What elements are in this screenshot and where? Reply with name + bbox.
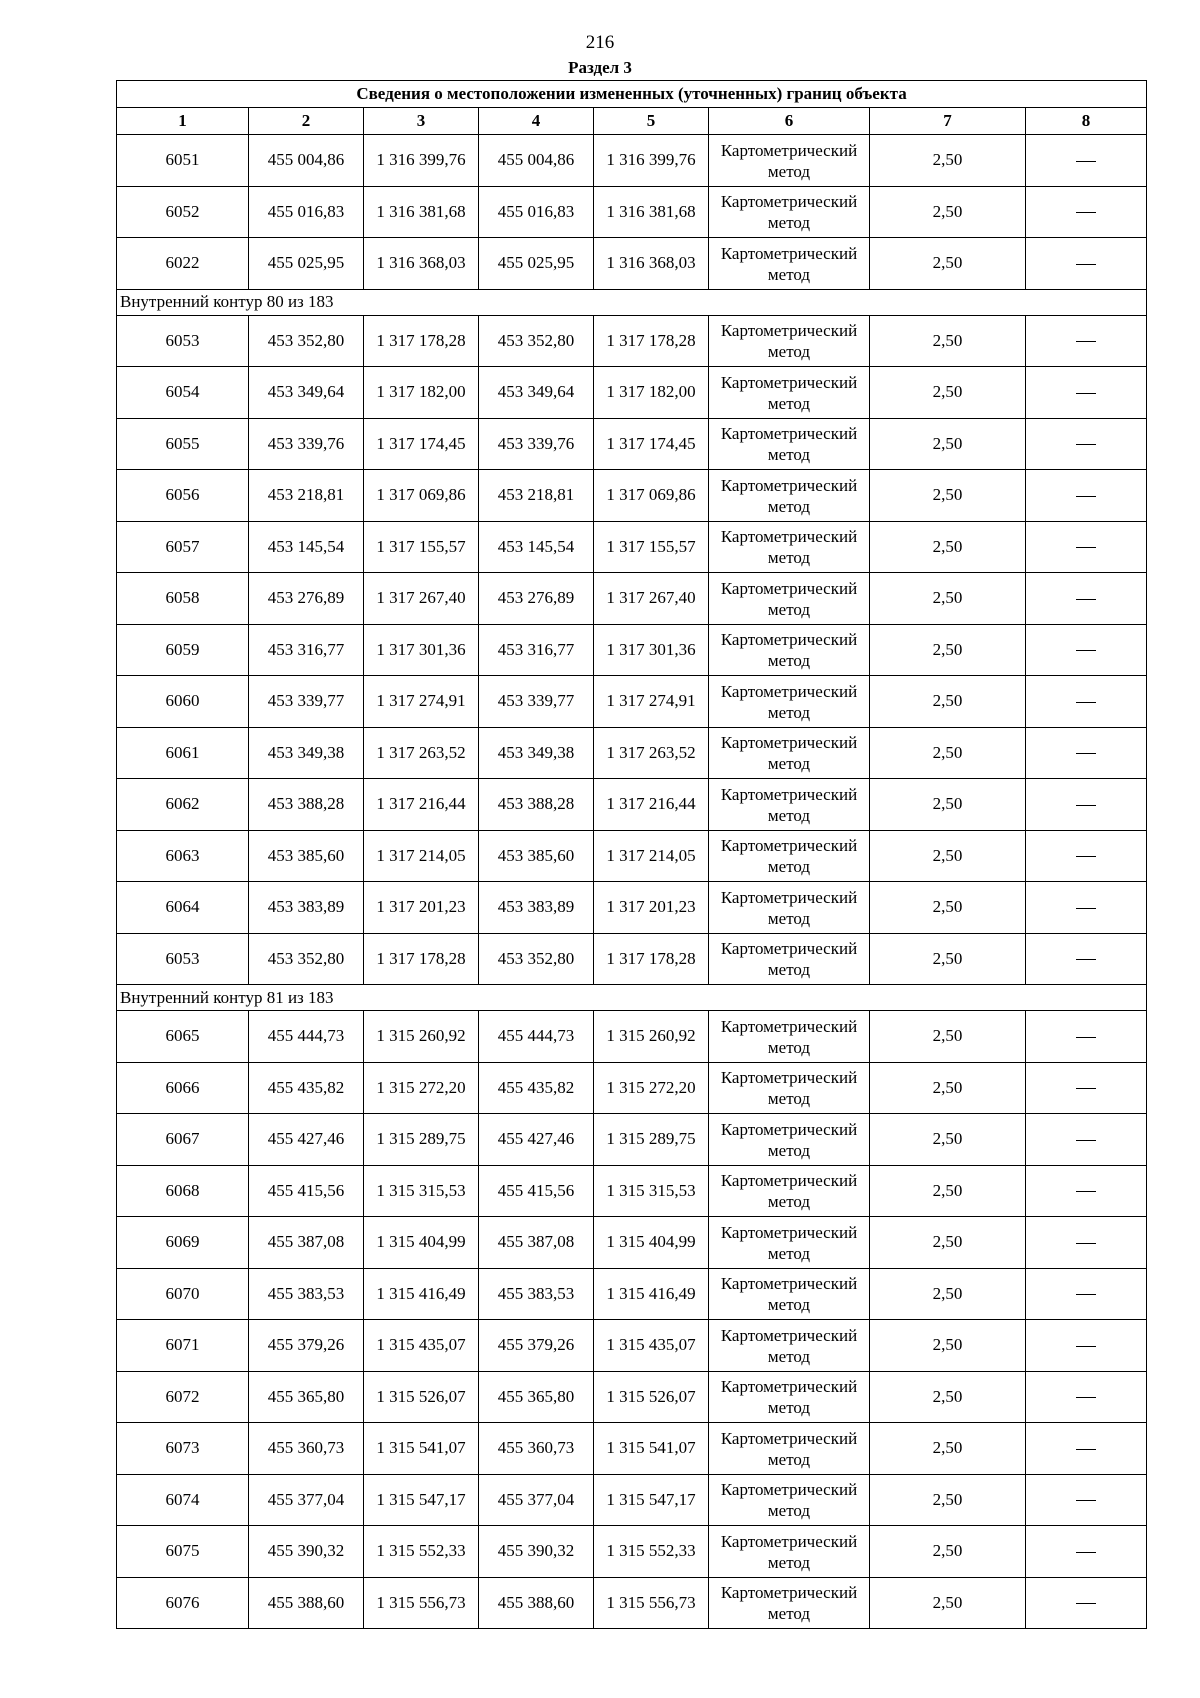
description-cell (1026, 1320, 1147, 1372)
y-existing-cell: 1 317 301,36 (364, 624, 479, 676)
x-existing-cell: 455 383,53 (249, 1268, 364, 1320)
x-new-cell: 453 388,28 (479, 779, 594, 831)
precision-cell: 2,50 (870, 238, 1026, 290)
x-existing-cell: 453 385,60 (249, 830, 364, 882)
table-row (117, 1114, 1147, 1166)
x-existing-cell: 453 383,89 (249, 882, 364, 934)
x-new-cell: 453 218,81 (479, 470, 594, 522)
dash-mark (1076, 212, 1096, 213)
dash-mark (1076, 393, 1096, 394)
description-cell (1026, 1526, 1147, 1578)
x-new-cell: 453 316,77 (479, 624, 594, 676)
method-cell: Картометрический метод (709, 1217, 870, 1269)
dash-mark (1076, 341, 1096, 342)
dash-mark (1076, 1603, 1096, 1604)
y-new-cell: 1 317 182,00 (594, 367, 709, 419)
x-new-cell: 453 352,80 (479, 315, 594, 367)
y-existing-cell: 1 315 547,17 (364, 1474, 479, 1526)
y-existing-cell: 1 315 260,92 (364, 1011, 479, 1063)
dash-mark (1076, 1140, 1096, 1141)
method-cell: Картометрический метод (709, 1577, 870, 1629)
x-new-cell: 455 390,32 (479, 1526, 594, 1578)
point-number-cell: 6064 (117, 882, 249, 934)
precision-cell: 2,50 (870, 521, 1026, 573)
point-number-cell: 6072 (117, 1371, 249, 1423)
x-existing-cell: 455 388,60 (249, 1577, 364, 1629)
point-number-cell: 6061 (117, 727, 249, 779)
table-row (117, 1423, 1147, 1475)
precision-cell: 2,50 (870, 1526, 1026, 1578)
precision-cell: 2,50 (870, 676, 1026, 728)
method-cell: Картометрический метод (709, 779, 870, 831)
x-new-cell: 455 383,53 (479, 1268, 594, 1320)
precision-cell: 2,50 (870, 1268, 1026, 1320)
precision-cell: 2,50 (870, 1062, 1026, 1114)
x-existing-cell: 453 339,77 (249, 676, 364, 728)
x-existing-cell: 455 360,73 (249, 1423, 364, 1475)
y-new-cell: 1 315 547,17 (594, 1474, 709, 1526)
dash-mark (1076, 496, 1096, 497)
description-cell (1026, 186, 1147, 238)
y-new-cell: 1 317 201,23 (594, 882, 709, 934)
description-cell (1026, 367, 1147, 419)
x-existing-cell: 455 377,04 (249, 1474, 364, 1526)
dash-mark (1076, 959, 1096, 960)
method-cell: Картометрический метод (709, 830, 870, 882)
point-number-cell: 6060 (117, 676, 249, 728)
table-row (117, 135, 1147, 187)
precision-cell: 2,50 (870, 1577, 1026, 1629)
x-existing-cell: 453 145,54 (249, 521, 364, 573)
x-new-cell: 455 388,60 (479, 1577, 594, 1629)
precision-cell: 2,50 (870, 1114, 1026, 1166)
dash-mark (1076, 444, 1096, 445)
dash-mark (1076, 1037, 1096, 1038)
x-new-cell: 455 004,86 (479, 135, 594, 187)
description-cell (1026, 1165, 1147, 1217)
description-cell (1026, 1474, 1147, 1526)
point-number-cell: 6059 (117, 624, 249, 676)
x-existing-cell: 455 427,46 (249, 1114, 364, 1166)
y-new-cell: 1 317 301,36 (594, 624, 709, 676)
table-row (117, 1526, 1147, 1578)
table-row (117, 367, 1147, 419)
y-existing-cell: 1 315 552,33 (364, 1526, 479, 1578)
dash-mark (1076, 1346, 1096, 1347)
method-cell: Картометрический метод (709, 1062, 870, 1114)
precision-cell: 2,50 (870, 135, 1026, 187)
method-cell: Картометрический метод (709, 624, 870, 676)
x-existing-cell: 455 025,95 (249, 238, 364, 290)
point-number-cell: 6068 (117, 1165, 249, 1217)
description-cell (1026, 1114, 1147, 1166)
description-cell (1026, 1011, 1147, 1063)
y-new-cell: 1 315 404,99 (594, 1217, 709, 1269)
column-header: 6 (709, 108, 870, 135)
y-existing-cell: 1 315 289,75 (364, 1114, 479, 1166)
point-number-cell: 6051 (117, 135, 249, 187)
y-existing-cell: 1 315 526,07 (364, 1371, 479, 1423)
y-new-cell: 1 315 435,07 (594, 1320, 709, 1372)
dash-mark (1076, 1397, 1096, 1398)
method-cell: Картометрический метод (709, 186, 870, 238)
x-existing-cell: 453 316,77 (249, 624, 364, 676)
point-number-cell: 6056 (117, 470, 249, 522)
y-new-cell: 1 315 260,92 (594, 1011, 709, 1063)
point-number-cell: 6057 (117, 521, 249, 573)
point-number-cell: 6053 (117, 933, 249, 985)
section-title: Раздел 3 (568, 58, 632, 77)
x-new-cell: 455 025,95 (479, 238, 594, 290)
x-new-cell: 453 276,89 (479, 573, 594, 625)
x-existing-cell: 453 339,76 (249, 418, 364, 470)
method-cell: Картометрический метод (709, 1423, 870, 1475)
table-row (117, 882, 1147, 934)
table-body (117, 81, 1147, 1629)
column-header: 8 (1026, 108, 1147, 135)
x-new-cell: 453 383,89 (479, 882, 594, 934)
description-cell (1026, 1062, 1147, 1114)
table-row (117, 1577, 1147, 1629)
description-cell (1026, 1577, 1147, 1629)
point-number-cell: 6052 (117, 186, 249, 238)
description-cell (1026, 521, 1147, 573)
dash-mark (1076, 1191, 1096, 1192)
x-new-cell: 453 339,76 (479, 418, 594, 470)
y-new-cell: 1 315 526,07 (594, 1371, 709, 1423)
x-existing-cell: 453 388,28 (249, 779, 364, 831)
point-number-cell: 6071 (117, 1320, 249, 1372)
description-cell (1026, 779, 1147, 831)
description-cell (1026, 1371, 1147, 1423)
method-cell: Картометрический метод (709, 367, 870, 419)
table-row (117, 1011, 1147, 1063)
y-existing-cell: 1 317 216,44 (364, 779, 479, 831)
y-existing-cell: 1 317 267,40 (364, 573, 479, 625)
description-cell (1026, 933, 1147, 985)
x-existing-cell: 453 352,80 (249, 933, 364, 985)
y-new-cell: 1 315 416,49 (594, 1268, 709, 1320)
y-new-cell: 1 317 069,86 (594, 470, 709, 522)
dash-mark (1076, 856, 1096, 857)
y-existing-cell: 1 317 201,23 (364, 882, 479, 934)
method-cell: Картометрический метод (709, 573, 870, 625)
precision-cell: 2,50 (870, 1217, 1026, 1269)
description-cell (1026, 727, 1147, 779)
y-new-cell: 1 317 267,40 (594, 573, 709, 625)
method-cell: Картометрический метод (709, 1474, 870, 1526)
point-number-cell: 6073 (117, 1423, 249, 1475)
dash-mark (1076, 1449, 1096, 1450)
dash-mark (1076, 1294, 1096, 1295)
description-cell (1026, 470, 1147, 522)
x-existing-cell: 455 435,82 (249, 1062, 364, 1114)
y-new-cell: 1 317 174,45 (594, 418, 709, 470)
x-new-cell: 453 339,77 (479, 676, 594, 728)
y-existing-cell: 1 315 541,07 (364, 1423, 479, 1475)
y-existing-cell: 1 317 174,45 (364, 418, 479, 470)
x-new-cell: 455 379,26 (479, 1320, 594, 1372)
column-header: 5 (594, 108, 709, 135)
x-new-cell: 455 360,73 (479, 1423, 594, 1475)
y-new-cell: 1 317 178,28 (594, 933, 709, 985)
table-row (117, 1320, 1147, 1372)
description-cell (1026, 418, 1147, 470)
y-existing-cell: 1 317 178,28 (364, 315, 479, 367)
x-existing-cell: 455 365,80 (249, 1371, 364, 1423)
x-existing-cell: 455 379,26 (249, 1320, 364, 1372)
point-number-cell: 6065 (117, 1011, 249, 1063)
contour-row (117, 289, 1147, 315)
point-number-cell: 6074 (117, 1474, 249, 1526)
point-number-cell: 6055 (117, 418, 249, 470)
method-cell: Картометрический метод (709, 135, 870, 187)
table-row (117, 1165, 1147, 1217)
column-header: 3 (364, 108, 479, 135)
table-caption-row (117, 81, 1147, 108)
precision-cell: 2,50 (870, 624, 1026, 676)
y-new-cell: 1 317 263,52 (594, 727, 709, 779)
x-new-cell: 455 016,83 (479, 186, 594, 238)
description-cell (1026, 573, 1147, 625)
description-cell (1026, 315, 1147, 367)
description-cell (1026, 882, 1147, 934)
point-number-cell: 6053 (117, 315, 249, 367)
method-cell: Картометрический метод (709, 521, 870, 573)
point-number-cell: 6069 (117, 1217, 249, 1269)
x-existing-cell: 453 276,89 (249, 573, 364, 625)
table-row (117, 830, 1147, 882)
column-header-row (117, 108, 1147, 135)
description-cell (1026, 676, 1147, 728)
y-new-cell: 1 317 155,57 (594, 521, 709, 573)
dash-mark (1076, 908, 1096, 909)
point-number-cell: 6067 (117, 1114, 249, 1166)
table-row (117, 573, 1147, 625)
point-number-cell: 6054 (117, 367, 249, 419)
dash-mark (1076, 702, 1096, 703)
x-new-cell: 455 387,08 (479, 1217, 594, 1269)
x-new-cell: 455 377,04 (479, 1474, 594, 1526)
dash-mark (1076, 650, 1096, 651)
table-row (117, 1062, 1147, 1114)
y-existing-cell: 1 317 214,05 (364, 830, 479, 882)
precision-cell: 2,50 (870, 418, 1026, 470)
method-cell: Картометрический метод (709, 315, 870, 367)
x-existing-cell: 453 349,38 (249, 727, 364, 779)
y-existing-cell: 1 315 272,20 (364, 1062, 479, 1114)
x-existing-cell: 455 444,73 (249, 1011, 364, 1063)
description-cell (1026, 1217, 1147, 1269)
precision-cell: 2,50 (870, 779, 1026, 831)
precision-cell: 2,50 (870, 933, 1026, 985)
precision-cell: 2,50 (870, 573, 1026, 625)
precision-cell: 2,50 (870, 1371, 1026, 1423)
y-new-cell: 1 315 289,75 (594, 1114, 709, 1166)
y-existing-cell: 1 316 381,68 (364, 186, 479, 238)
y-new-cell: 1 315 272,20 (594, 1062, 709, 1114)
boundary-table (116, 80, 1147, 1629)
dash-mark (1076, 1552, 1096, 1553)
table-row (117, 1217, 1147, 1269)
x-existing-cell: 455 004,86 (249, 135, 364, 187)
method-cell: Картометрический метод (709, 1114, 870, 1166)
y-existing-cell: 1 315 416,49 (364, 1268, 479, 1320)
column-header: 2 (249, 108, 364, 135)
column-header: 4 (479, 108, 594, 135)
y-existing-cell: 1 316 399,76 (364, 135, 479, 187)
precision-cell: 2,50 (870, 1474, 1026, 1526)
contour-row (117, 985, 1147, 1011)
x-new-cell: 455 415,56 (479, 1165, 594, 1217)
point-number-cell: 6022 (117, 238, 249, 290)
method-cell: Картометрический метод (709, 418, 870, 470)
y-existing-cell: 1 315 315,53 (364, 1165, 479, 1217)
table-row (117, 186, 1147, 238)
precision-cell: 2,50 (870, 727, 1026, 779)
dash-mark (1076, 264, 1096, 265)
method-cell: Картометрический метод (709, 1268, 870, 1320)
point-number-cell: 6066 (117, 1062, 249, 1114)
x-existing-cell: 455 390,32 (249, 1526, 364, 1578)
dash-mark (1076, 1243, 1096, 1244)
dash-mark (1076, 1500, 1096, 1501)
method-cell: Картометрический метод (709, 1371, 870, 1423)
precision-cell: 2,50 (870, 1423, 1026, 1475)
x-existing-cell: 455 387,08 (249, 1217, 364, 1269)
y-new-cell: 1 316 368,03 (594, 238, 709, 290)
y-new-cell: 1 316 381,68 (594, 186, 709, 238)
precision-cell: 2,50 (870, 367, 1026, 419)
y-existing-cell: 1 315 556,73 (364, 1577, 479, 1629)
description-cell (1026, 135, 1147, 187)
point-number-cell: 6058 (117, 573, 249, 625)
point-number-cell: 6063 (117, 830, 249, 882)
point-number-cell: 6076 (117, 1577, 249, 1629)
y-existing-cell: 1 315 404,99 (364, 1217, 479, 1269)
y-existing-cell: 1 317 182,00 (364, 367, 479, 419)
dash-mark (1076, 753, 1096, 754)
point-number-cell: 6075 (117, 1526, 249, 1578)
precision-cell: 2,50 (870, 830, 1026, 882)
dash-mark (1076, 161, 1096, 162)
y-new-cell: 1 317 274,91 (594, 676, 709, 728)
table-row (117, 315, 1147, 367)
table-caption: Сведения о местоположении измененных (уточненных) границ объекта (117, 81, 1147, 108)
y-new-cell: 1 317 214,05 (594, 830, 709, 882)
y-existing-cell: 1 315 435,07 (364, 1320, 479, 1372)
y-existing-cell: 1 317 178,28 (364, 933, 479, 985)
x-existing-cell: 453 352,80 (249, 315, 364, 367)
x-new-cell: 453 352,80 (479, 933, 594, 985)
table-row (117, 1268, 1147, 1320)
dash-mark (1076, 805, 1096, 806)
table-row (117, 1474, 1147, 1526)
y-new-cell: 1 315 541,07 (594, 1423, 709, 1475)
x-new-cell: 453 145,54 (479, 521, 594, 573)
contour-label: Внутренний контур 81 из 183 (117, 985, 1147, 1011)
table-row (117, 521, 1147, 573)
table-row (117, 238, 1147, 290)
description-cell (1026, 1268, 1147, 1320)
description-cell (1026, 238, 1147, 290)
x-new-cell: 455 435,82 (479, 1062, 594, 1114)
table-row (117, 418, 1147, 470)
x-new-cell: 453 385,60 (479, 830, 594, 882)
method-cell: Картометрический метод (709, 238, 870, 290)
x-existing-cell: 453 349,64 (249, 367, 364, 419)
description-cell (1026, 830, 1147, 882)
x-existing-cell: 453 218,81 (249, 470, 364, 522)
contour-label: Внутренний контур 80 из 183 (117, 289, 1147, 315)
y-existing-cell: 1 317 263,52 (364, 727, 479, 779)
x-new-cell: 453 349,64 (479, 367, 594, 419)
table-row (117, 624, 1147, 676)
x-existing-cell: 455 016,83 (249, 186, 364, 238)
x-new-cell: 455 444,73 (479, 1011, 594, 1063)
x-new-cell: 455 365,80 (479, 1371, 594, 1423)
table-row (117, 779, 1147, 831)
x-new-cell: 453 349,38 (479, 727, 594, 779)
column-header: 1 (117, 108, 249, 135)
method-cell: Картометрический метод (709, 727, 870, 779)
precision-cell: 2,50 (870, 1165, 1026, 1217)
column-header: 7 (870, 108, 1026, 135)
x-existing-cell: 455 415,56 (249, 1165, 364, 1217)
precision-cell: 2,50 (870, 1011, 1026, 1063)
point-number-cell: 6062 (117, 779, 249, 831)
y-existing-cell: 1 317 155,57 (364, 521, 479, 573)
method-cell: Картометрический метод (709, 1320, 870, 1372)
method-cell: Картометрический метод (709, 933, 870, 985)
y-new-cell: 1 315 556,73 (594, 1577, 709, 1629)
dash-mark (1076, 1088, 1096, 1089)
y-new-cell: 1 316 399,76 (594, 135, 709, 187)
y-new-cell: 1 315 552,33 (594, 1526, 709, 1578)
x-new-cell: 455 427,46 (479, 1114, 594, 1166)
dash-mark (1076, 547, 1096, 548)
point-number-cell: 6070 (117, 1268, 249, 1320)
precision-cell: 2,50 (870, 1320, 1026, 1372)
method-cell: Картометрический метод (709, 1011, 870, 1063)
description-cell (1026, 1423, 1147, 1475)
table-row (117, 727, 1147, 779)
y-new-cell: 1 315 315,53 (594, 1165, 709, 1217)
method-cell: Картометрический метод (709, 882, 870, 934)
precision-cell: 2,50 (870, 315, 1026, 367)
table-row (117, 1371, 1147, 1423)
y-existing-cell: 1 317 069,86 (364, 470, 479, 522)
method-cell: Картометрический метод (709, 1526, 870, 1578)
description-cell (1026, 624, 1147, 676)
y-new-cell: 1 317 216,44 (594, 779, 709, 831)
method-cell: Картометрический метод (709, 676, 870, 728)
y-existing-cell: 1 316 368,03 (364, 238, 479, 290)
table-row (117, 676, 1147, 728)
table-row (117, 933, 1147, 985)
y-new-cell: 1 317 178,28 (594, 315, 709, 367)
table-row (117, 470, 1147, 522)
precision-cell: 2,50 (870, 186, 1026, 238)
y-existing-cell: 1 317 274,91 (364, 676, 479, 728)
method-cell: Картометрический метод (709, 1165, 870, 1217)
dash-mark (1076, 599, 1096, 600)
page-number: 216 (585, 32, 615, 53)
precision-cell: 2,50 (870, 882, 1026, 934)
precision-cell: 2,50 (870, 470, 1026, 522)
method-cell: Картометрический метод (709, 470, 870, 522)
